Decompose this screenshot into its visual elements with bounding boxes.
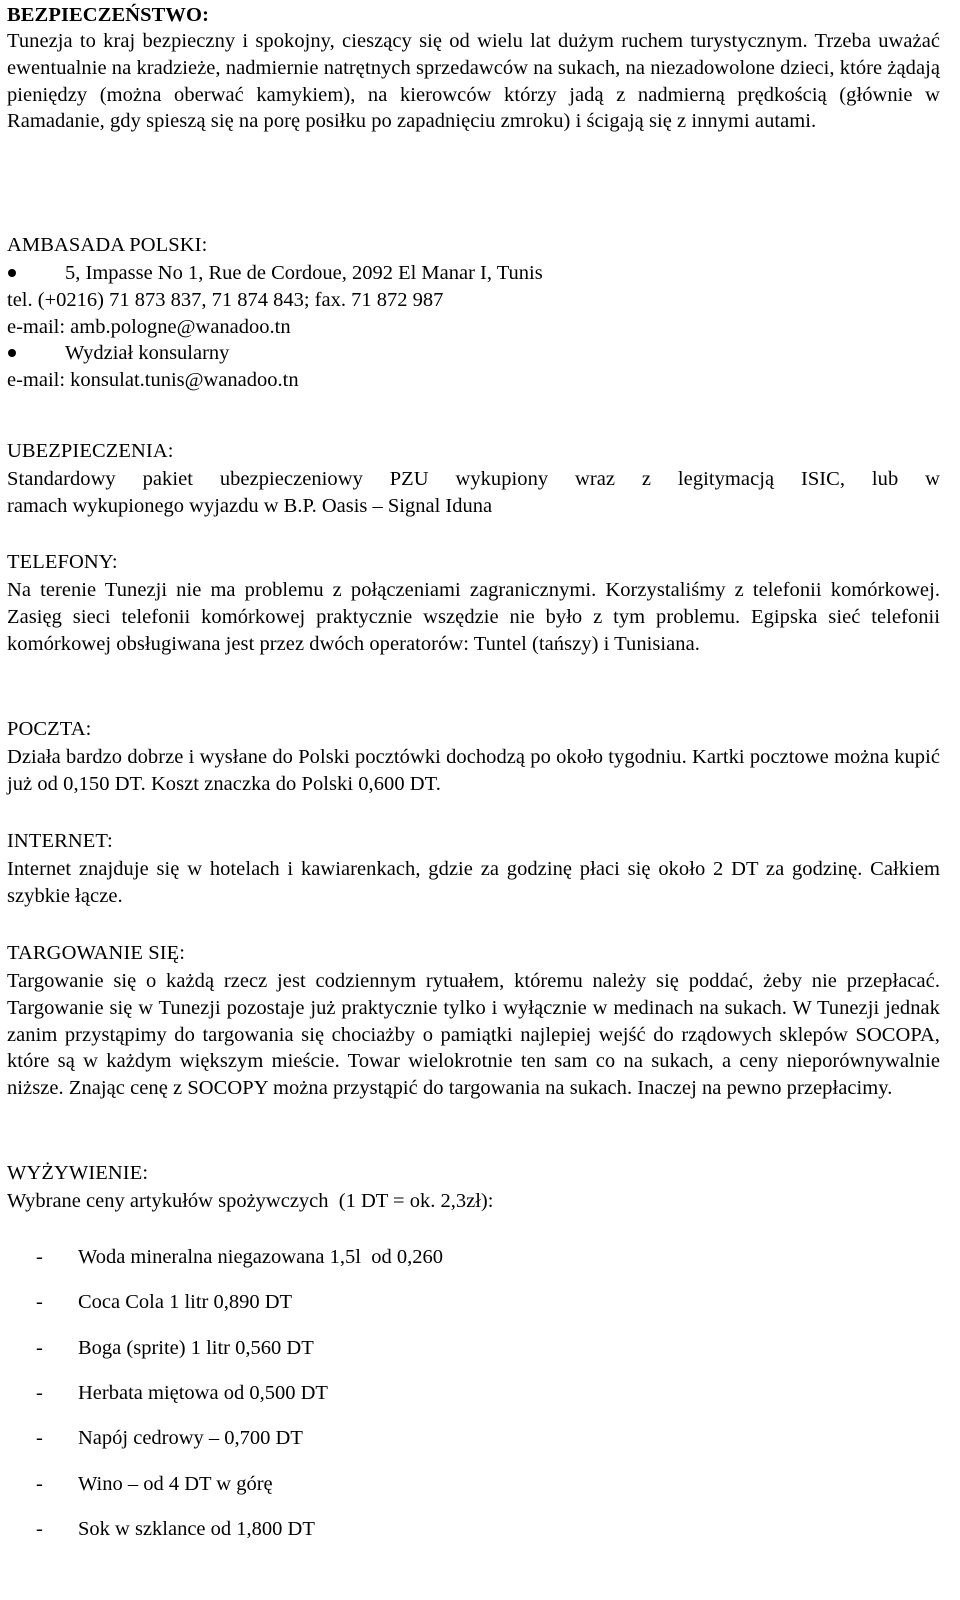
phones-heading: TELEFONY: <box>7 551 118 573</box>
list-item-text: Napój cedrowy – 0,700 DT <box>78 1427 303 1450</box>
insurance-section <box>7 438 940 520</box>
safety-body: Tunezja to kraj bezpieczny i spokojny, cieszący się od wielu lat dużym ruchem turystycznym. Trzeba uważać ewentualnie na kradzieże, nadmiernie natrętnych sprzedawców na sukach, na niezadowolone dzieci, które żądają pieniędzy (można oberwać kamykiem), na kierowców którzy jadą z nadmierną prędkością (głównie w Ramadanie, gdy spieszą się na porę posiłku po zapadnięciu zmroku) i ścigają się z innymi autami. <box>7 30 940 133</box>
internet-body: Internet znajduje się w hotelach i kawiarenkach, gdzie za godzinę płaci się około 2 DT za godzinę. Całkiem szybkie łącze. <box>7 858 940 907</box>
insurance-line-1: Standardowy pakiet ubezpieczeniowy PZU wykupiony wraz z legitymacją ISIC, lub w <box>7 468 940 490</box>
phones-body: Na terenie Tunezji nie ma problemu z połączeniami zagranicznymi. Korzystaliśmy z telefonii komórkowej. Zasięg sieci telefonii komórkowej praktycznie wszędzie nie było z tym problemu. Egipska sieć telefonii komórkowej obsługiwana jest przez dwóch operatorów: Tuntel (tańszy) i Tunisiana. <box>7 579 940 655</box>
bullet-icon <box>8 349 16 357</box>
safety-section <box>7 2 940 135</box>
list-item-text: Woda mineralna niegazowana 1,5l od 0,260 <box>78 1245 443 1268</box>
bargaining-section <box>7 940 940 1102</box>
dash-marker: - <box>36 1518 43 1541</box>
dash-marker: - <box>36 1381 43 1404</box>
insurance-heading: UBEZPIECZENIA: <box>7 440 174 462</box>
food-heading: WYŻYWIENIE: <box>7 1162 149 1184</box>
embassy-phone: tel. (+0216) 71 873 837, 71 874 843; fax. 71 872 987 <box>7 288 444 311</box>
embassy-address: 5, Impasse No 1, Rue de Cordoue, 2092 El Manar I, Tunis <box>65 262 543 284</box>
embassy-section <box>7 232 940 394</box>
list-item-text: Coca Cola 1 litr 0,890 DT <box>78 1291 293 1314</box>
embassy-heading: AMBASADA POLSKI: <box>7 234 208 256</box>
consular-email: e-mail: konsulat.tunis@wanadoo.tn <box>7 369 299 392</box>
consular-dept-item <box>7 340 940 367</box>
list-item <box>7 1516 940 1543</box>
dash-marker: - <box>36 1427 43 1450</box>
post-body: Działa bardzo dobrze i wysłane do Polski pocztówki dochodzą po około tygodniu. Kartki pocztowe można kupić już od 0,150 DT. Koszt znaczka do Polski 0,600 DT. <box>7 746 940 795</box>
internet-heading: INTERNET: <box>7 830 113 852</box>
list-item-text: Herbata miętowa od 0,500 DT <box>78 1381 328 1404</box>
phones-section <box>7 549 940 657</box>
consular-dept-label: Wydział konsularny <box>65 342 230 365</box>
dash-marker: - <box>36 1245 43 1268</box>
bargaining-body: Targowanie się o każdą rzecz jest codziennym rytuałem, któremu należy się poddać, żeby nie przepłacać. Targowanie się w Tunezji pozostaje już praktycznie tylko i wyłącznie w medinach na sukach. W Tunezji jednak zanim przystąpimy do targowania się chociażby o pamiątki najlepiej wejść do rządowych sklepów SOCOPA, które są w każdym większym mieście. Towar wielokrotnie ten sam co na sukach, a ceny nieporównywalnie niższe. Znając cenę z SOCOPY można przystąpić do targowania na sukach. Inaczej na pewno przepłacimy. <box>7 970 940 1100</box>
list-item <box>7 1244 940 1271</box>
embassy-address-item <box>7 260 940 287</box>
list-item <box>7 1289 940 1316</box>
insurance-line-2: ramach wykupionego wyjazdu w B.P. Oasis – Signal Iduna <box>7 494 493 517</box>
food-price-list <box>7 1244 940 1543</box>
dash-marker: - <box>36 1336 43 1359</box>
food-intro: Wybrane ceny artykułów spożywczych (1 DT = ok. 2,3zł): <box>7 1190 494 1212</box>
list-item-text: Sok w szklance od 1,800 DT <box>78 1518 315 1541</box>
list-item <box>7 1335 940 1362</box>
bargaining-heading: TARGOWANIE SIĘ: <box>7 942 186 964</box>
list-item <box>7 1471 940 1498</box>
safety-heading: BEZPIECZEŃSTWO: <box>7 4 209 26</box>
dash-marker: - <box>36 1291 43 1314</box>
list-item-text: Boga (sprite) 1 litr 0,560 DT <box>78 1336 314 1359</box>
food-section <box>7 1160 940 1562</box>
post-section <box>7 716 940 798</box>
list-item-text: Wino – od 4 DT w górę <box>78 1472 273 1495</box>
dash-marker: - <box>36 1472 43 1495</box>
embassy-email: e-mail: amb.pologne@wanadoo.tn <box>7 315 291 338</box>
bullet-icon <box>8 269 16 277</box>
internet-section <box>7 828 940 910</box>
list-item <box>7 1380 940 1407</box>
post-heading: POCZTA: <box>7 718 92 740</box>
list-item <box>7 1425 940 1452</box>
